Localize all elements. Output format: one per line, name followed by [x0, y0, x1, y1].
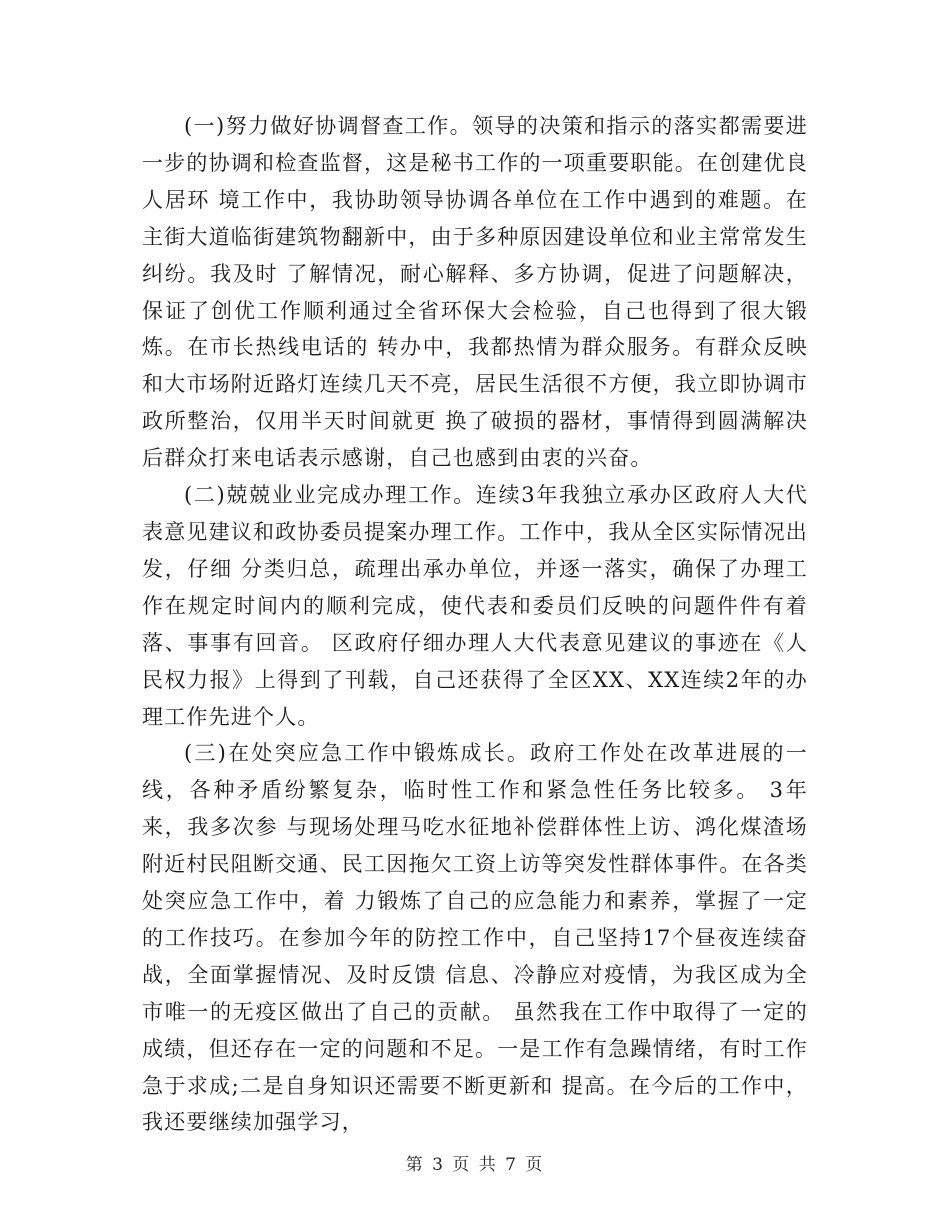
paragraph-handling-work: (二)兢兢业业完成办理工作。连续3年我独立承办区政府人大代表意见建议和政协委员提案办理工作。工作中，我从全区实际情况出发，仔细 分类归总，疏理出承办单位，并逐一落实，确保了办理工作在规定时间内的顺利完成，使代表和委员们反映的问题件件有着落、事事有回音。 区政府仔细办理人大代表意见建议的事迹在《人民权力报》上得到了刊载，自己还获得了全区XX、XX连续2年的办理工作先进个人。: [142, 483, 808, 729]
document-body: [142, 108, 808, 1141]
paragraph-emergency-work: (三)在处突应急工作中锻炼成长。政府工作处在改革进展的一线，各种矛盾纷繁复杂，临时性工作和紧急性任务比较多。 3年来，我多次参 与现场处理马吃水征地补偿群体性上访、鸿化煤渣场附近村民阻断交通、民工因拖欠工资上访等突发性群体事件。在各类处突应急工作中，着 力锻炼了自己的应急能力和素养，掌握了一定的工作技巧。在参加今年的防控工作中，自己坚持17个昼夜连续奋战，全面掌握情况、及时反馈 信息、冷静应对疫情，为我区成为全市唯一的无疫区做出了自己的贡献。 虽然我在工作中取得了一定的成绩，但还存在一定的问题和不足。一是工作有急躁情绪，有时工作急于求成;二是自身知识还需要不断更新和 提高。在今后的工作中，我还要继续加强学习，: [142, 741, 808, 1135]
paragraph-coordination: (一)努力做好协调督查工作。领导的决策和指示的落实都需要进一步的协调和检查监督，这是秘书工作的一项重要职能。在创建优良人居环 境工作中，我协助领导协调各单位在工作中遇到的难题。在主街大道临街建筑物翻新中，由于多种原因建设单位和业主常常发生纠纷。我及时 了解情况，耐心解释、多方协调，促进了问题解决，保证了创优工作顺利通过全省环保大会检验，自己也得到了很大锻炼。在市长热线电话的 转办中，我都热情为群众服务。有群众反映和大市场附近路灯连续几天不亮，居民生活很不方便，我立即协调市政所整治，仅用半天时间就更 换了破损的器材，事情得到圆满解决后群众打来电话表示感谢，自己也感到由衷的兴奋。: [142, 114, 808, 471]
page-number-footer: 第 3 页 共 7 页: [405, 1155, 545, 1175]
